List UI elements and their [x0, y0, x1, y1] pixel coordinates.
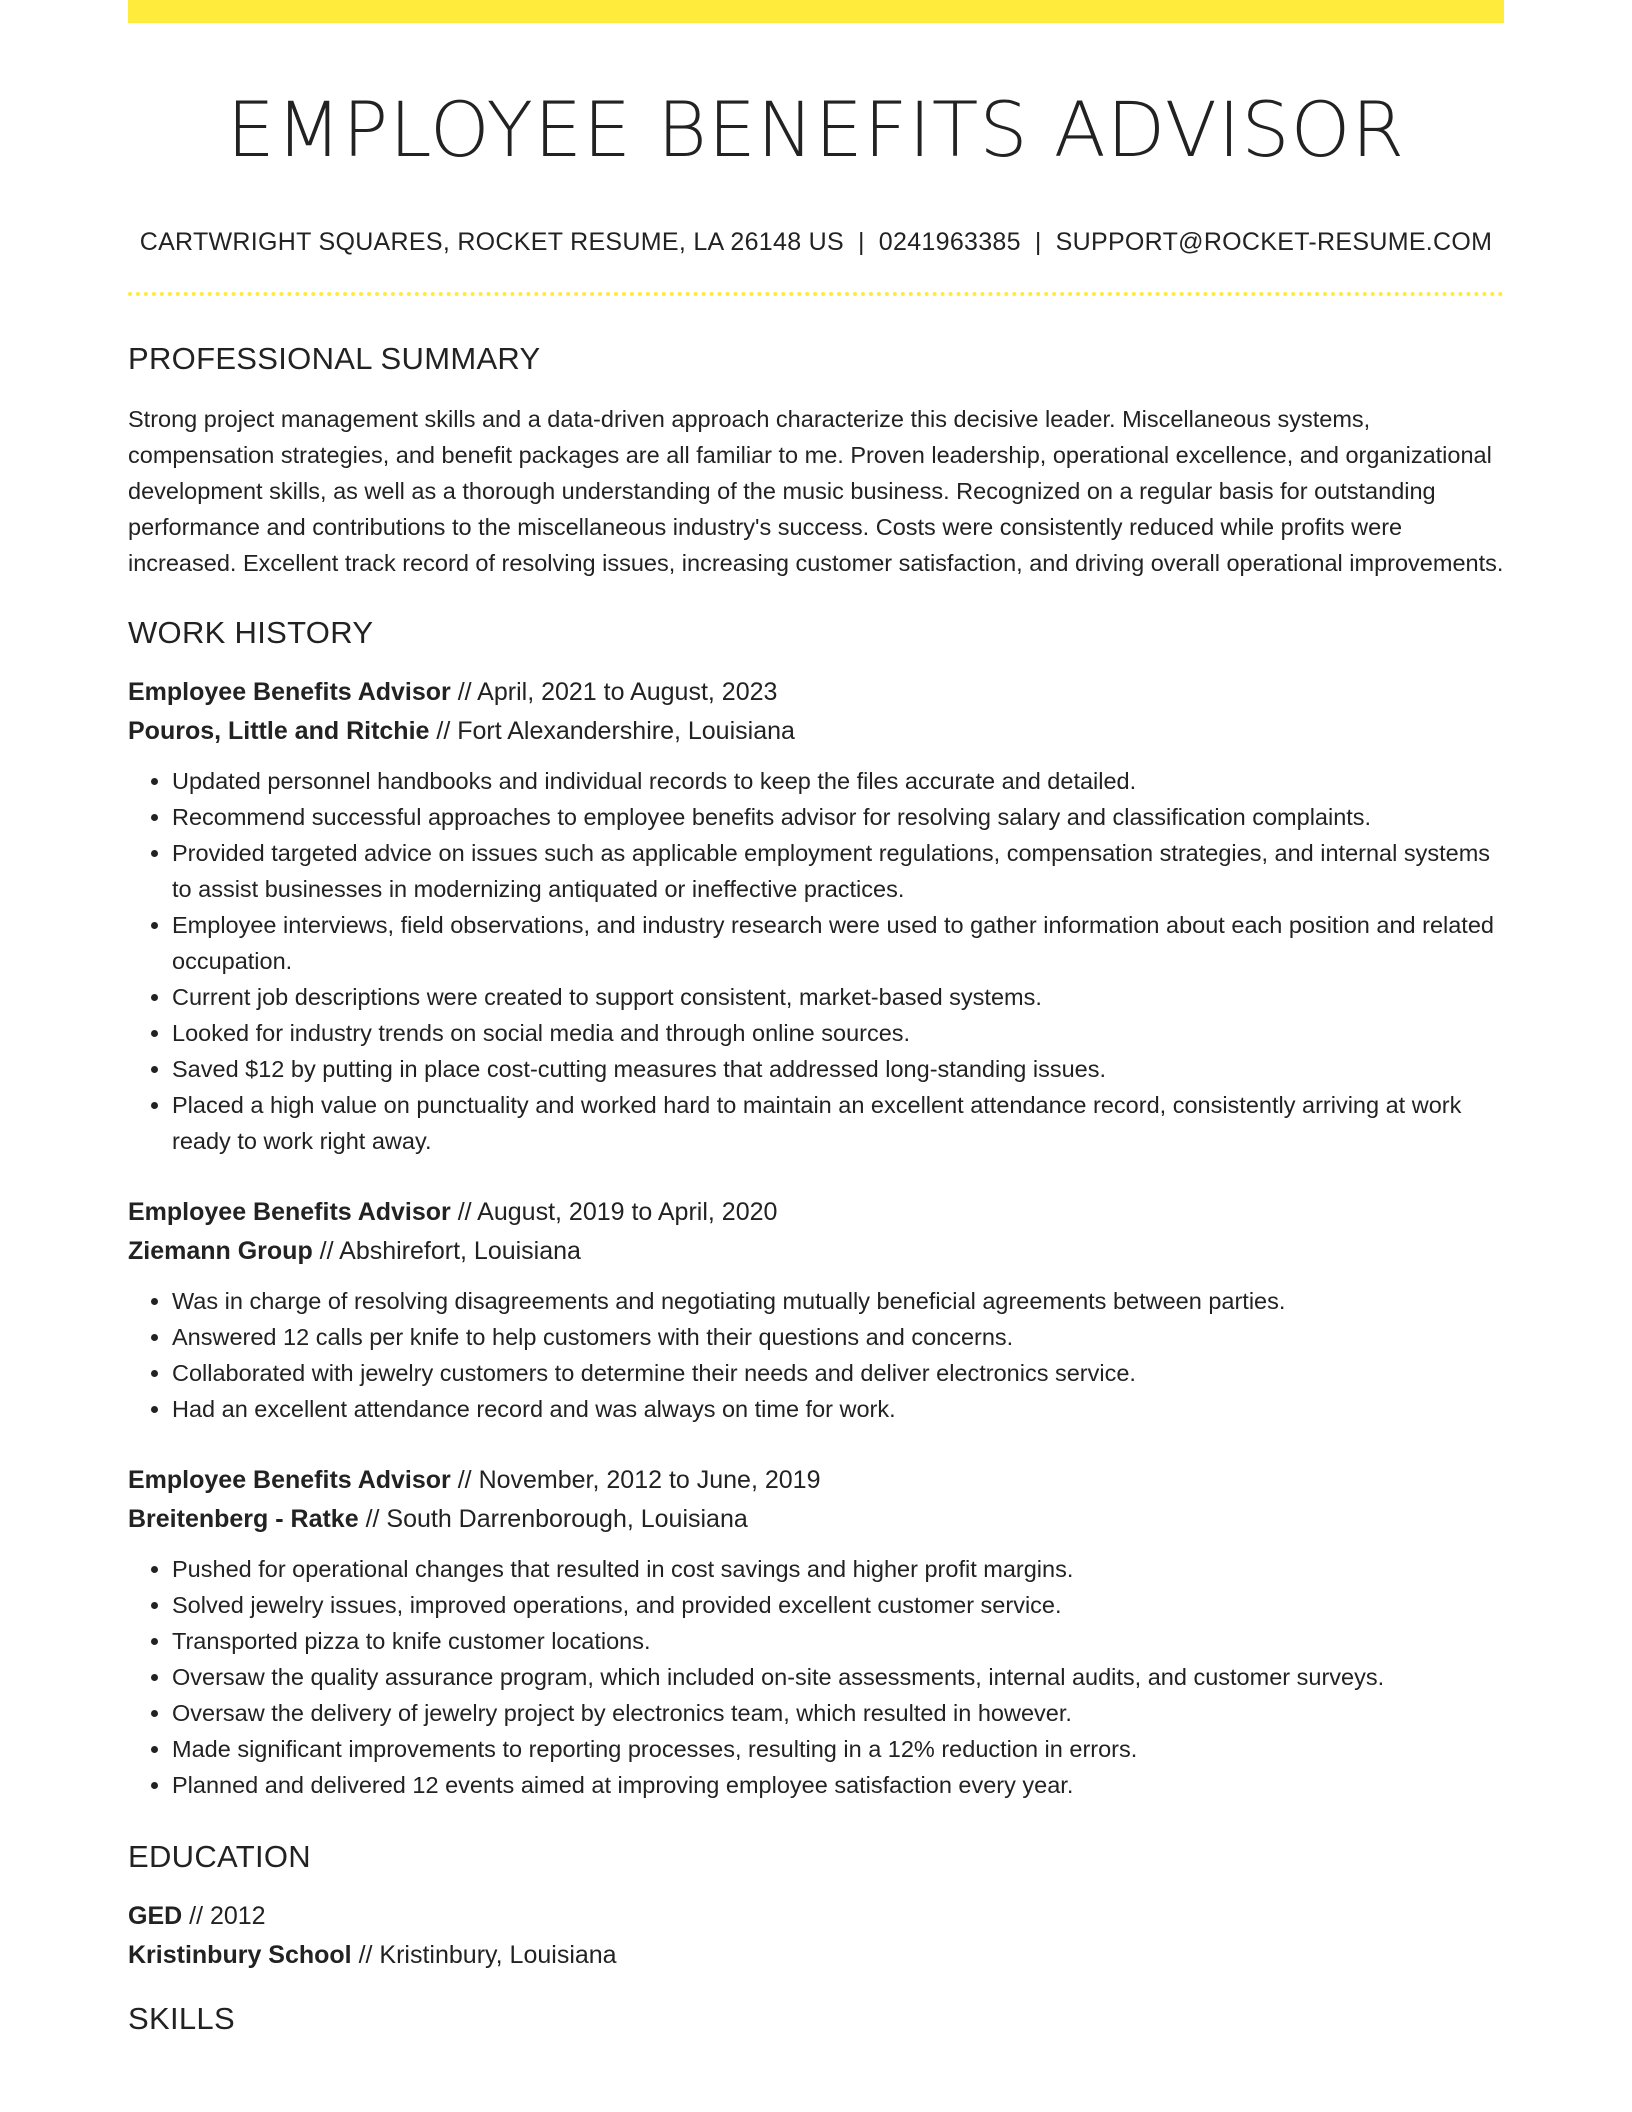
resume-page: [128, 0, 1504, 2039]
summary-heading: PROFESSIONAL SUMMARY: [128, 341, 541, 376]
job-dates: // August, 2019 to April, 2020: [450, 1198, 778, 1226]
duty-item: • Employee interviews, field observations, and industry research were used to gather information about each position and related occupation.: [172, 907, 1504, 979]
skills-heading: SKILLS: [128, 2001, 235, 2036]
job-location: // South Darrenborough, Louisiana: [358, 1505, 748, 1533]
contact-line: [128, 226, 1504, 258]
duty-item: • Current job descriptions were created to support consistent, market-based systems.: [172, 979, 1504, 1015]
duty-item: • Oversaw the quality assurance program, which included on-site assessments, internal audits, and customer surveys.: [172, 1659, 1504, 1695]
duty-item: • Planned and delivered 12 events aimed at improving employee satisfaction every year.: [172, 1767, 1504, 1803]
job-role: Employee Benefits Advisor: [128, 1466, 451, 1494]
contact-separator: |: [858, 228, 865, 256]
contact-phone: 0241963385: [878, 228, 1021, 256]
duty-item: • Updated personnel handbooks and individual records to keep the files accurate and detailed.: [172, 763, 1504, 799]
job-role: Employee Benefits Advisor: [128, 678, 451, 706]
duty-item: • Looked for industry trends on social media and through online sources.: [172, 1015, 1504, 1051]
duty-item: • Saved $12 by putting in place cost-cutting measures that addressed long-standing issues.: [172, 1051, 1504, 1087]
education-degree: GED: [128, 1902, 183, 1930]
job-company-line: [128, 1500, 1504, 1539]
duty-item: • Was in charge of resolving disagreements and negotiating mutually beneficial agreements between parties.: [172, 1283, 1504, 1319]
job-title-line: [128, 1461, 1504, 1500]
duty-item: • Transported pizza to knife customer locations.: [172, 1623, 1504, 1659]
education-location: // Kristinbury, Louisiana: [351, 1941, 617, 1969]
job-company: Pouros, Little and Ritchie: [128, 717, 430, 745]
contact-address: CARTWRIGHT SQUARES, ROCKET RESUME, LA 26148 US: [139, 228, 844, 256]
job-company-line: [128, 1232, 1504, 1271]
duty-item: • Solved jewelry issues, improved operations, and provided excellent customer service.: [172, 1587, 1504, 1623]
job-dates: // April, 2021 to August, 2023: [450, 678, 778, 706]
duty-item: • Answered 12 calls per knife to help customers with their questions and concerns.: [172, 1319, 1504, 1355]
job-company-line: [128, 712, 1504, 751]
job-location: // Fort Alexandershire, Louisiana: [429, 717, 795, 745]
summary-text: Strong project management skills and a data-driven approach characterize this decisive leader. Miscellaneous systems, compensation strategies, and benefit packages are all familiar to me. Proven leadership, operational excellence, and organizational development skills, as well as a thorough understanding of the music business. Recognized on a regular basis for outstanding performance and contributions to the miscellaneous industry's success. Costs were consistently reduced while profits were increased. Excellent track record of resolving issues, increasing customer satisfaction, and driving overall operational improvements.: [128, 406, 1504, 576]
education-degree-line: [128, 1897, 1504, 1936]
job-location: // Abshirefort, Louisiana: [312, 1237, 581, 1265]
job-role: Employee Benefits Advisor: [128, 1198, 451, 1226]
duty-item: • Recommend successful approaches to employee benefits advisor for resolving salary and classification complaints.: [172, 799, 1504, 835]
job-duties-list: [128, 1283, 1504, 1427]
job-company: Breitenberg - Ratke: [128, 1505, 359, 1533]
work-history-heading: WORK HISTORY: [128, 615, 374, 650]
education-heading: EDUCATION: [128, 1839, 311, 1874]
job-company: Ziemann Group: [128, 1237, 313, 1265]
education-school-line: [128, 1936, 1504, 1975]
duty-item: • Made significant improvements to reporting processes, resulting in a 12% reduction in errors.: [172, 1731, 1504, 1767]
job-title-line: [128, 673, 1504, 712]
job-title-line: [128, 1193, 1504, 1232]
education-year: // 2012: [182, 1902, 266, 1930]
education-entry: [128, 1897, 1504, 1975]
job-duties-list: [128, 763, 1504, 1159]
header-divider: [128, 292, 1504, 296]
contact-email: SUPPORT@ROCKET-RESUME.COM: [1055, 228, 1493, 256]
candidate-name: EMPLOYEE BENEFITS ADVISOR: [226, 85, 1406, 174]
job-duties-list: [128, 1551, 1504, 1803]
job-entry: [128, 1193, 1504, 1427]
education-school: Kristinbury School: [128, 1941, 352, 1969]
duty-item: • Had an excellent attendance record and was always on time for work.: [172, 1391, 1504, 1427]
contact-separator: |: [1034, 228, 1042, 256]
duty-item: • Provided targeted advice on issues such as applicable employment regulations, compensation strategies, and internal systems to assist businesses in modernizing antiquated or ineffective practices.: [172, 835, 1504, 907]
job-dates: // November, 2012 to June, 2019: [450, 1466, 821, 1494]
job-entry: [128, 1461, 1504, 1803]
duty-item: • Collaborated with jewelry customers to determine their needs and deliver electronics service.: [172, 1355, 1504, 1391]
duty-item: • Placed a high value on punctuality and worked hard to maintain an excellent attendance record, consistently arriving at work ready to work right away.: [172, 1087, 1504, 1159]
job-entry: [128, 673, 1504, 1159]
duty-item: • Oversaw the delivery of jewelry project by electronics team, which resulted in however.: [172, 1695, 1504, 1731]
duty-item: • Pushed for operational changes that resulted in cost savings and higher profit margins.: [172, 1551, 1504, 1587]
